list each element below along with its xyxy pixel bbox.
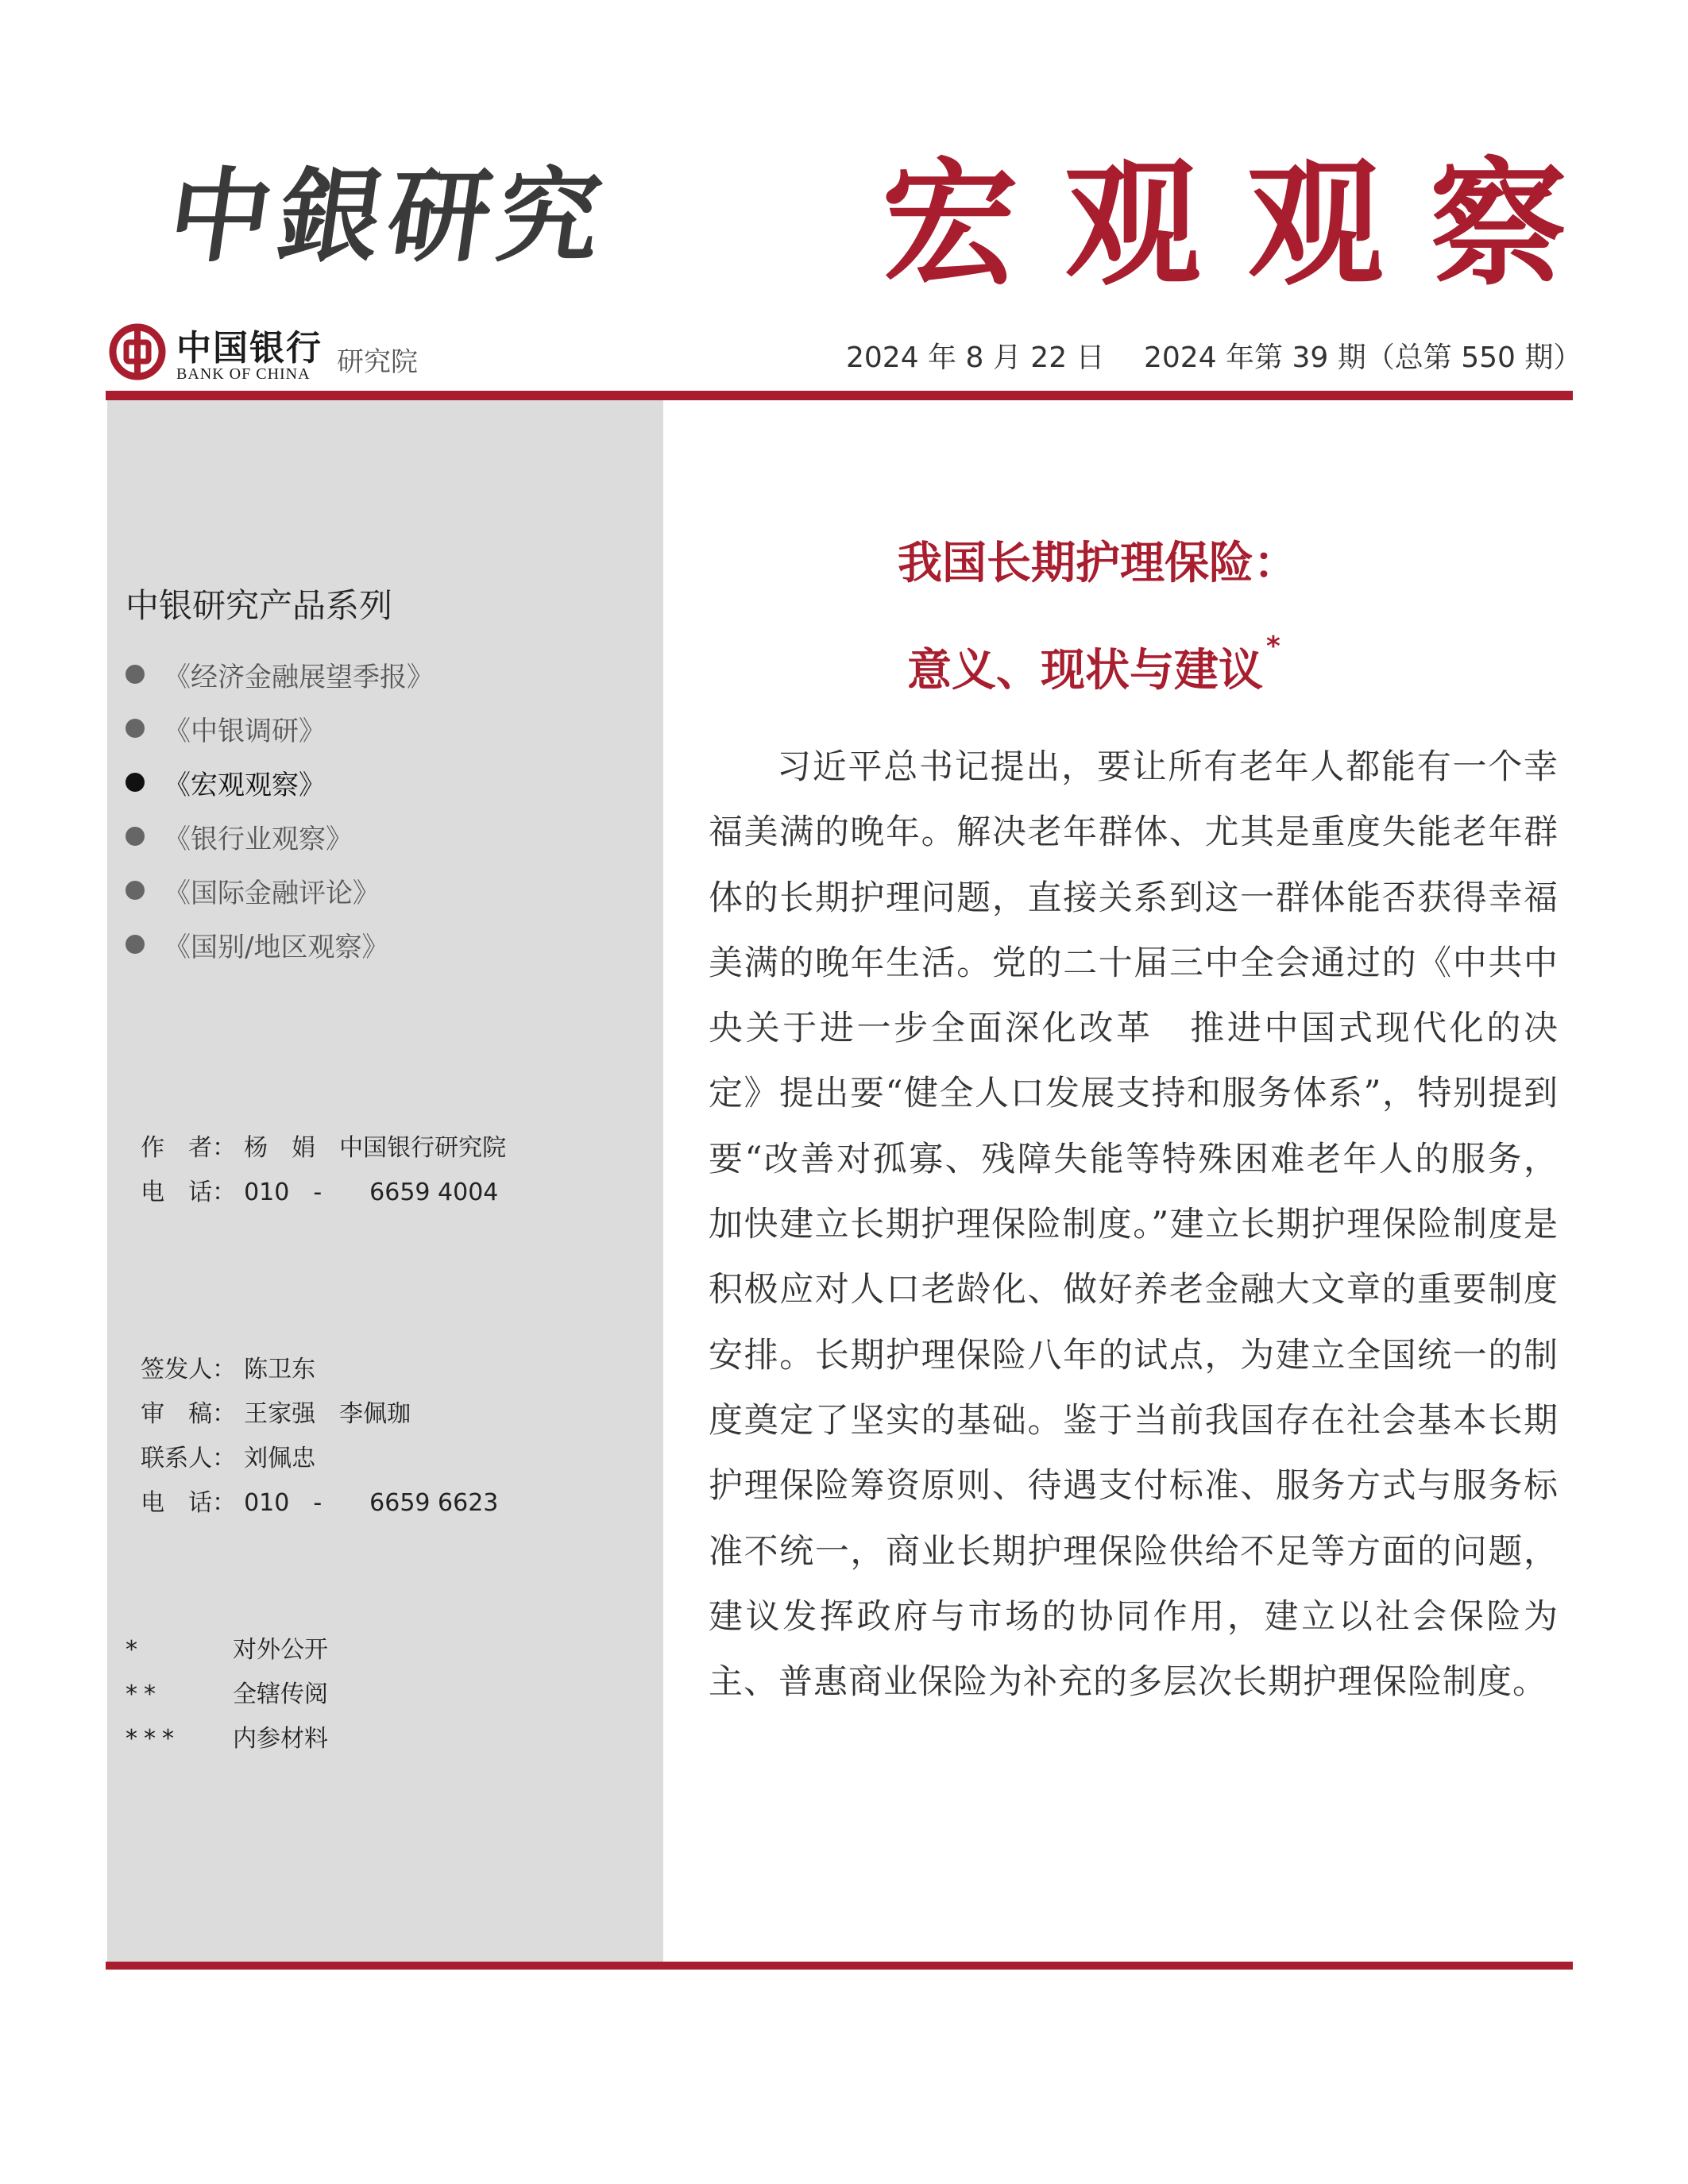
classification-stars: ***	[126, 1725, 180, 1753]
classification-label: 对外公开	[233, 1636, 328, 1664]
series-item-label: 《国别/地区观察》	[164, 931, 389, 963]
bullet-icon	[126, 773, 145, 792]
classification-row	[126, 1674, 328, 1709]
series-heading: 中银研究产品系列	[126, 586, 393, 625]
series-list	[126, 647, 650, 971]
issue-number: 2024 年第 39 期（总第 550 期）	[1144, 341, 1582, 374]
series-item-label: 《经济金融展望季报》	[164, 661, 434, 693]
author-phone-row	[126, 1144, 498, 1207]
classification-label: 全辖传阅	[233, 1680, 328, 1708]
series-item-label: 《宏观观察》	[164, 769, 326, 801]
brand-calligraphy-logo: 中銀研究	[160, 157, 617, 276]
logo-english-name: BANK OF CHINA	[176, 365, 311, 383]
bullet-icon	[126, 827, 145, 846]
series-item	[126, 647, 650, 701]
issuer-label: 签发人：	[141, 1356, 237, 1383]
series-item-label: 《国际金融评论》	[164, 877, 380, 909]
header-divider	[106, 391, 1573, 400]
title-footnote-mark: *	[1266, 631, 1280, 662]
issue-date: 2024 年 8 月 22 日	[846, 341, 1105, 374]
author-label: 作 者：	[141, 1134, 237, 1162]
article-abstract: 习近平总书记提出，要让所有老年人都能有一个幸福美满的晚年。解决老年群体、尤其是重度失能老年群体的长期护理问题，直接关系到这一群体能否获得幸福美满的晚年生活。党的二十届三中全会通过的《中共中央关于进一步全面深化改革 推进中国式现代化的决定》提出要“健全人口发展支持和服务体系”，特别提到要“改善对孤寡、残障失能等特殊困难老年人的服务，加快建立长期护理保险制度。”建立长期护理保险制度是积极应对人口老龄化、做好养老金融大文章的重要制度安排。长期护理保险八年的试点，为建立全国统一的制度奠定了坚实的基础。鉴于当前我国存在社会基本长期护理保险筹资原则、待遇支付标准、服务方式与服务标准不统一，商业长期护理保险供给不足等方面的问题，建议发挥政府与市场的协同作用，建立以社会保险为主、普惠商业保险为补充的多层次长期护理保险制度。	[709, 747, 1559, 1703]
issuer-value: 陈卫东	[244, 1356, 316, 1383]
bullet-icon	[126, 881, 145, 900]
series-item-active	[126, 755, 650, 809]
series-item-label: 《银行业观察》	[164, 823, 353, 855]
reviewer-value: 王家强 李佩珈	[244, 1400, 411, 1428]
classification-stars: **	[126, 1680, 162, 1708]
phone-value: 010 - 6659 6623	[244, 1489, 499, 1517]
bank-of-china-logo-icon	[109, 323, 166, 380]
article-title-line-2	[907, 631, 1280, 699]
author-value: 杨 娟 中国银行研究院	[244, 1134, 507, 1162]
article-title-text: 意义、现状与建议	[907, 645, 1263, 696]
phone-label: 电 话：	[141, 1489, 237, 1517]
bullet-icon	[126, 935, 145, 954]
series-item	[126, 917, 650, 971]
logo-chinese-name: 中国银行	[176, 328, 323, 369]
series-item	[126, 863, 650, 917]
phone-label: 电 话：	[141, 1179, 237, 1206]
bullet-icon	[126, 719, 145, 738]
series-item-label: 《中银调研》	[164, 715, 326, 747]
classification-label: 内参材料	[233, 1725, 328, 1753]
bullet-icon	[126, 665, 145, 684]
classification-row	[126, 1630, 328, 1665]
institute-label: 研究院	[337, 346, 418, 378]
classification-stars: *	[126, 1636, 144, 1664]
publication-title: 宏观观察	[882, 145, 1613, 304]
reviewer-label: 审 稿：	[141, 1400, 237, 1428]
series-item	[126, 809, 650, 863]
footer-divider	[106, 1962, 1573, 1970]
contact-phone-row	[126, 1455, 498, 1518]
phone-value: 010 - 6659 4004	[244, 1179, 499, 1206]
contact-label: 联系人：	[141, 1445, 237, 1472]
contact-value: 刘佩忠	[244, 1445, 316, 1472]
article-title-line-1: 我国长期护理保险：	[898, 538, 1298, 589]
series-item	[126, 701, 650, 755]
classification-row	[126, 1719, 328, 1754]
